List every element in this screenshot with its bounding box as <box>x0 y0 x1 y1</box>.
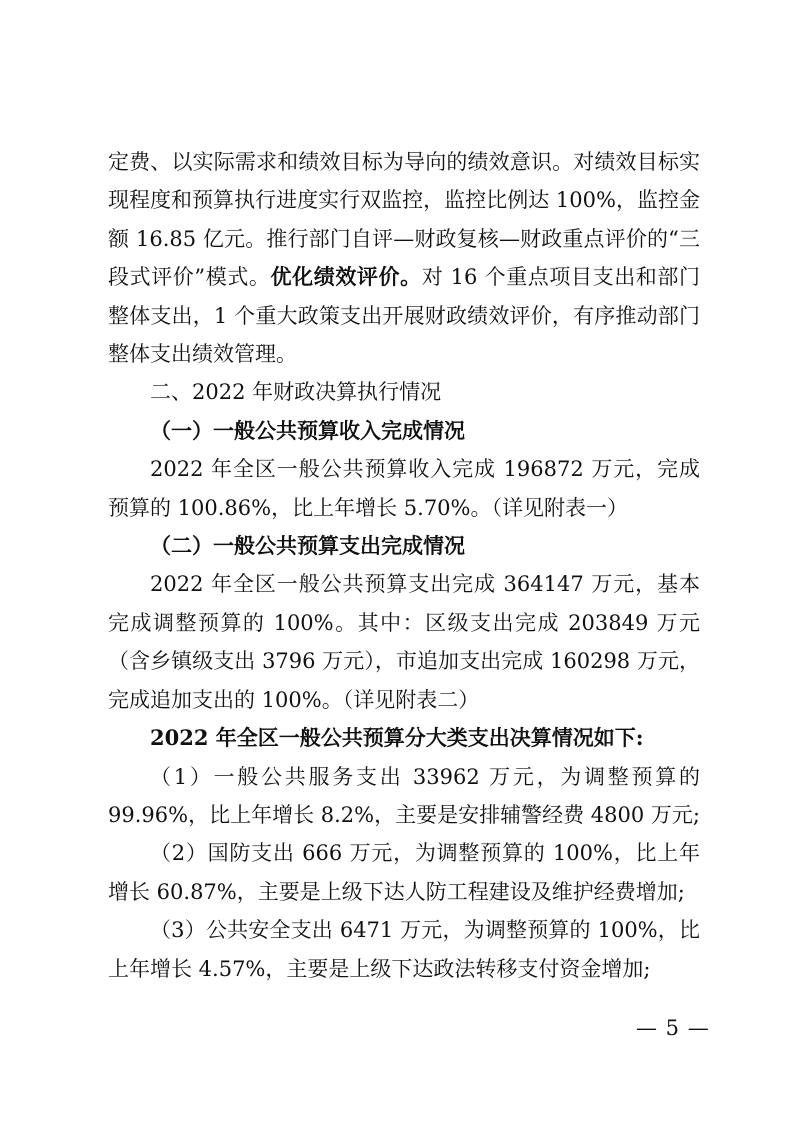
page-number: — 5 — <box>636 1016 710 1040</box>
category-heading: 2022 年全区一般公共预算分大类支出决算情况如下: <box>150 725 644 751</box>
intro-text-a: 定费、以实际需求和绩效目标为导向的绩效意识。对绩效目标实现程度和预算执行进度实行双监控，监控比例达 100%，监控金额 16.85 亿元。推行部门自评—财政复核—财政重点评价的“三段式评价”模式。 <box>108 150 700 290</box>
intro-paragraph <box>108 143 700 373</box>
subsection-one-paragraph: 2022 年全区一般公共预算收入完成 196872 万元，完成预算的 100.86%，比上年增长 5.70%。（详见附表一） <box>108 457 700 520</box>
subsection-two-paragraph: 2022 年全区一般公共预算支出完成 364147 万元，基本完成调整预算的 100%。其中：区级支出完成 203849 万元（含乡镇级支出 3796 万元），市追加支出完成 160298 万元，完成追加支出的 100%。（详见附表二） <box>108 572 700 712</box>
expenditure-item-3: （3）公共安全支出 6471 万元，为调整预算的 100%，比上年增长 4.57%，主要是上级下达政法转移支付资金增加; <box>108 918 700 981</box>
expenditure-item-1: （1）一般公共服务支出 33962 万元，为调整预算的 99.96%，比上年增长 8.2%，主要是安排辅警经费 4800 万元; <box>108 764 700 827</box>
subsection-one-heading: （一）一般公共预算收入完成情况 <box>150 417 465 443</box>
intro-bold-phrase: 优化绩效评价。 <box>270 264 422 290</box>
document-body <box>108 143 700 988</box>
section-two-heading: 二、2022 年财政决算执行情况 <box>150 380 442 405</box>
intro-text-b: 对 16 个重点项目支出和部门整体支出，1 个重大政策支出开展财政绩效评价，有序推动部门整体支出绩效管理。 <box>108 265 700 367</box>
expenditure-item-2: （2）国防支出 666 万元，为调整预算的 100%，比上年增长 60.87%，主要是上级下达人防工程建设及维护经费增加; <box>108 841 700 904</box>
subsection-two-heading: （二）一般公共预算支出完成情况 <box>150 533 465 559</box>
